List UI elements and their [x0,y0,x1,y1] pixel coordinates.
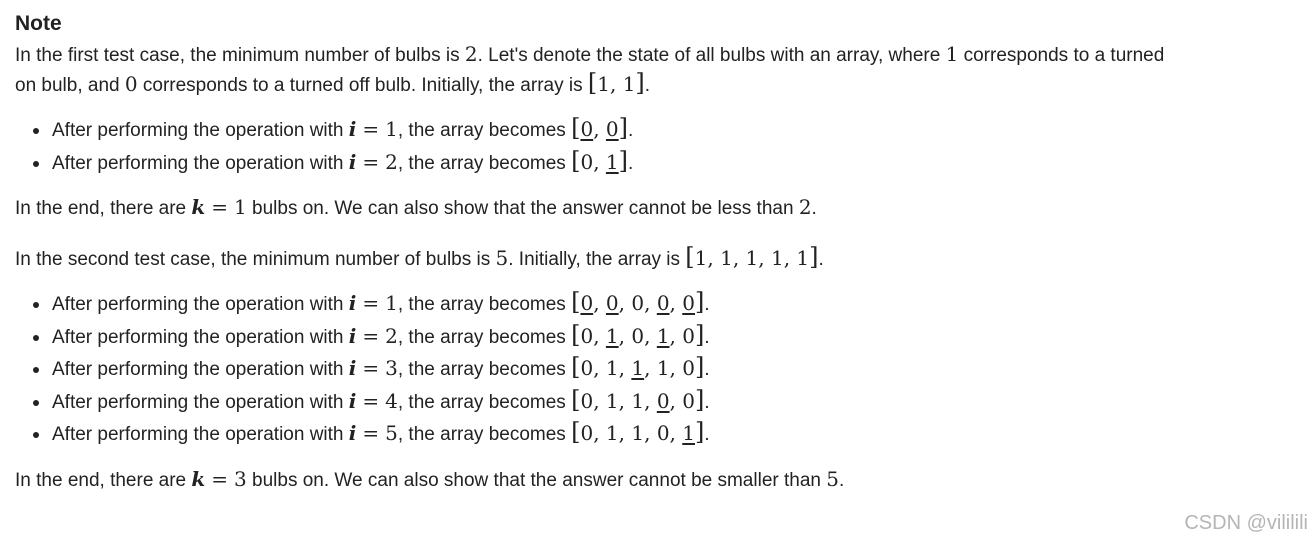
text: . [704,294,710,315]
math-equals: = [362,388,380,413]
text: , the array becomes [397,152,572,174]
array-value: 1 [605,356,619,380]
bracket-open: [ [571,320,581,349]
math-number: 3 [385,356,398,380]
math-equals: = [211,195,229,219]
array-value: 0 [656,388,670,413]
math-variable: i [348,356,357,380]
initial-array: 1, 1 [597,72,636,96]
array-value: 1 [682,421,695,445]
array-value: 1 [656,323,670,348]
list-item [31,147,1305,180]
text: , the array becomes [397,326,572,348]
text: , the array becomes [397,120,572,141]
math-equals: = [362,323,380,348]
case2-conclusion [15,465,1305,495]
bracket-close: ] [695,418,705,446]
math-number: 2 [385,149,398,174]
math-variable: i [348,323,357,348]
array-comma: , [593,421,606,445]
text: In the end, there are [15,198,192,219]
array-comma: , [644,388,657,413]
case1-intro-line1 [15,40,1305,70]
bracket-close: ] [695,320,705,349]
bracket-close: ] [695,385,705,414]
text: In the first test case, the minimum number of bulbs is [15,45,465,66]
array-comma: , [644,421,657,445]
array-value: 1 [656,356,670,380]
math-number: 2 [385,323,398,348]
array-comma: , [593,291,606,315]
array-value: 1 [605,421,619,445]
bracket-close: ] [635,69,645,97]
text: . [704,326,710,348]
text: . [628,152,634,174]
array-value: 0 [605,291,619,315]
array-value: 0 [631,323,645,348]
math-variable: i [348,117,357,141]
result-array [580,291,695,315]
array-comma: , [618,323,632,348]
array-value: 1 [605,388,619,413]
math-variable: i [348,149,357,174]
bracket-close: ] [809,243,819,271]
array-comma: , [669,421,683,445]
bracket-open: [ [571,288,581,316]
text: . Let's denote the state of all bulbs with an array, where [477,45,946,66]
text: After performing the operation with [52,391,349,413]
array-value: 0 [682,388,695,413]
bracket-close: ] [695,288,705,316]
math-variable: i [348,291,357,315]
bracket-open: [ [571,385,581,414]
array-value: 1 [631,421,645,445]
math-variable: i [348,421,357,445]
initial-array: 1, 1, 1, 1, 1 [694,246,810,270]
array-comma: , [644,291,657,315]
math-equals: = [211,466,229,491]
array-value: 1 [605,323,619,348]
math-number: 1 [234,195,247,219]
watermark: CSDN @vililili [1184,512,1308,534]
text: . [644,75,651,96]
text: on bulb, and [15,75,125,96]
array-value: 0 [580,149,594,174]
array-comma: , [669,388,683,413]
text: , the array becomes [397,294,572,315]
list-item [31,114,1305,147]
text: , the array becomes [397,359,572,380]
list-item [31,418,1305,451]
array-comma: , [593,117,606,141]
text: . [811,198,817,219]
text: In the second test case, the minimum number of bulbs is [15,249,496,270]
list-item [31,386,1305,419]
text: After performing the operation with [52,152,349,174]
math-number: 3 [234,466,247,491]
array-value: 1 [631,356,645,380]
text: , the array becomes [397,424,572,445]
text: After performing the operation with [52,326,349,348]
text: After performing the operation with [52,424,349,445]
result-array [580,421,695,445]
array-value: 1 [605,149,619,174]
math-number: 4 [385,388,398,413]
result-array [580,389,695,413]
math-number: 1 [945,42,959,66]
list-item [31,353,1305,386]
result-array [580,324,695,348]
text: , the array becomes [397,391,572,413]
array-comma: , [593,149,606,174]
text: . Initially, the array is [508,249,686,270]
array-value: 0 [580,421,594,445]
bracket-close: ] [618,146,629,175]
bracket-close: ] [695,353,705,381]
bracket-close: ] [618,114,629,142]
array-value: 0 [656,291,670,315]
math-equals: = [362,421,380,445]
text: . [818,249,824,270]
math-equals: = [362,117,380,141]
text: After performing the operation with [52,120,349,141]
math-number: 5 [495,246,509,270]
array-comma: , [618,421,632,445]
math-number: 2 [464,42,478,66]
array-value: 0 [580,356,594,380]
bracket-open: [ [587,69,598,97]
array-value: 0 [605,117,619,141]
array-comma: , [669,291,683,315]
math-equals: = [362,291,380,315]
case1-operations-list [15,114,1305,179]
bracket-open: [ [571,146,581,175]
math-variable: i [348,388,357,413]
array-value: 1 [631,388,645,413]
text: . [628,120,634,141]
text: bulbs on. We can also show that the answer cannot be less than [246,198,799,219]
case2-operations-list [15,288,1305,451]
case1-intro-line2 [15,70,1305,100]
array-value: 0 [631,291,645,315]
bracket-open: [ [571,418,581,446]
array-value: 0 [580,291,594,315]
text: corresponds to a turned [958,45,1165,66]
array-value: 0 [580,323,594,348]
list-item [31,321,1305,354]
result-array [580,150,618,174]
text: bulbs on. We can also show that the answer cannot be smaller than [246,469,827,491]
bracket-open: [ [571,114,581,142]
array-comma: , [644,323,657,348]
array-value: 0 [682,291,695,315]
case1-conclusion [15,193,1305,223]
text: In the end, there are [15,469,192,491]
math-equals: = [362,149,380,174]
text: . [838,469,845,491]
array-comma: , [669,323,683,348]
math-number: 2 [798,195,812,219]
array-value: 0 [682,323,695,348]
text: . [704,391,710,413]
text: After performing the operation with [52,359,349,380]
case2-intro [15,244,1305,274]
text: . [704,424,710,445]
math-equals: = [362,356,380,380]
math-number: 1 [385,117,398,141]
array-comma: , [593,356,606,380]
array-comma: , [618,291,632,315]
note-title: Note [15,12,62,35]
array-comma: , [593,323,606,348]
result-array [580,356,695,380]
math-variable: k [191,195,206,219]
math-number: 0 [124,72,138,96]
list-item [31,288,1305,321]
array-value: 0 [580,388,594,413]
array-comma: , [618,388,632,413]
text: After performing the operation with [52,294,349,315]
math-number: 1 [385,291,398,315]
array-value: 0 [656,421,670,445]
array-comma: , [644,356,657,380]
math-number: 5 [826,466,839,491]
note-section [15,10,1305,495]
math-number: 5 [385,421,398,445]
bracket-open: [ [571,353,581,381]
text: corresponds to a turned off bulb. Initially, the array is [137,75,588,96]
text: . [704,359,710,380]
array-comma: , [593,388,606,413]
result-array [580,117,618,141]
array-comma: , [618,356,632,380]
array-value: 0 [682,356,695,380]
array-value: 0 [580,117,594,141]
array-comma: , [669,356,683,380]
math-variable: k [191,466,206,491]
bracket-open: [ [685,243,695,271]
